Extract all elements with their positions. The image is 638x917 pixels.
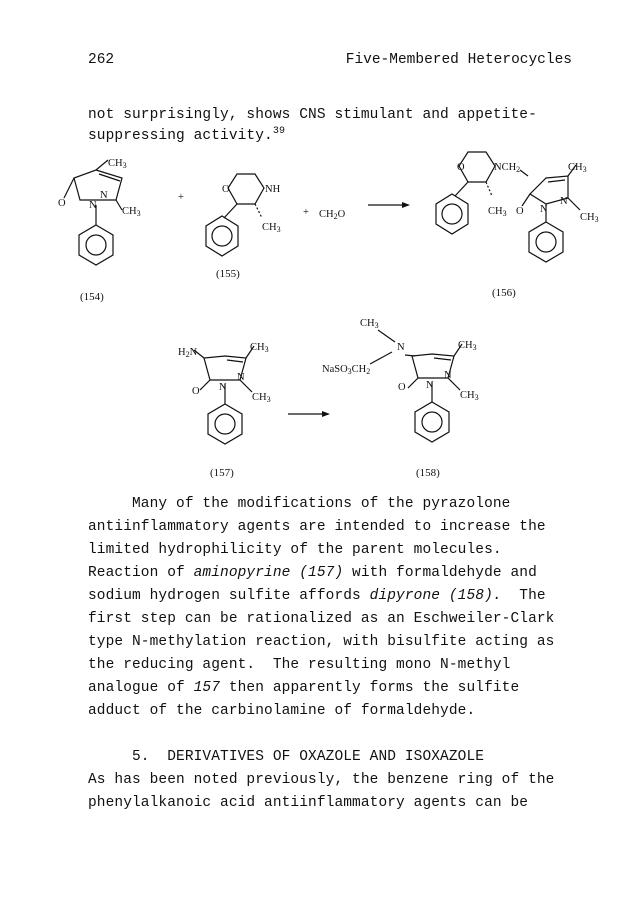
structure-156 — [436, 152, 599, 299]
svg-text:CH3: CH3 — [488, 206, 507, 218]
svg-text:O: O — [398, 382, 406, 393]
svg-text:N: N — [444, 370, 452, 381]
reaction-arrow-2 — [288, 411, 330, 417]
svg-text:O: O — [192, 386, 200, 397]
svg-text:CH3: CH3 — [252, 392, 271, 404]
section-line-2: phenylalkanoic acid antiinflammatory agents can be — [88, 795, 529, 811]
structure-157 — [178, 342, 271, 479]
para1-line-5: sodium hydrogen sulfite affords dipyrone (158). The — [88, 588, 546, 604]
para1-line-1: Many of the modifications of the pyrazolone — [88, 496, 511, 512]
svg-text:N: N — [426, 380, 434, 391]
svg-text:N: N — [219, 382, 227, 393]
structure-154 — [58, 158, 141, 303]
svg-text:NCH2: NCH2 — [494, 162, 521, 174]
svg-text:CH3: CH3 — [262, 222, 281, 234]
svg-text:H2N: H2N — [178, 347, 198, 359]
para1-line-7: type N-methylation reaction, with bisulfite acting as — [88, 634, 555, 650]
formaldehyde: CH2O — [319, 209, 346, 221]
section-line-1: As has been noted previously, the benzene ring of the — [88, 772, 555, 788]
svg-text:CH3: CH3 — [108, 158, 127, 170]
svg-text:CH3: CH3 — [460, 390, 479, 402]
citation-superscript: 39 — [272, 126, 286, 137]
svg-text:O: O — [516, 206, 524, 217]
svg-text:CH3: CH3 — [580, 212, 599, 224]
para1-line-6: first step can be rationalized as an Eschweiler-Clark — [88, 611, 555, 627]
plus-sign-1: + — [178, 192, 184, 203]
para1-line-10: adduct of the carbinolamine of formaldehyde. — [88, 703, 476, 719]
para1-line-4: Reaction of aminopyrine (157) with formaldehyde and — [88, 565, 537, 581]
para1-line-8: the reducing agent. The resulting mono N-methyl — [88, 657, 511, 673]
svg-text:CH3: CH3 — [250, 342, 269, 354]
page-number: 262 — [88, 52, 115, 68]
label-156: (156) — [492, 287, 516, 299]
svg-text:NH: NH — [265, 184, 281, 195]
label-158: (158) — [416, 467, 440, 479]
svg-text:NaSO3CH2: NaSO3CH2 — [322, 364, 371, 376]
svg-text:CH3: CH3 — [568, 162, 587, 174]
label-157: (157) — [210, 467, 234, 479]
plus-sign-2: + — [303, 207, 309, 218]
label-155: (155) — [216, 268, 240, 280]
svg-text:CH3: CH3 — [360, 318, 379, 330]
svg-text:CH3: CH3 — [458, 340, 477, 352]
svg-text:N: N — [237, 372, 245, 383]
structure-155 — [206, 174, 281, 280]
svg-text:N: N — [560, 196, 568, 207]
intro-line-2: suppressing activity.$^{39}$ — [88, 126, 286, 144]
para1-line-3: limited hydrophilicity of the parent molecules. — [88, 542, 502, 558]
structure-158 — [322, 318, 479, 479]
svg-text:N: N — [100, 190, 108, 201]
svg-text:O: O — [457, 162, 465, 173]
para1-line-2: antiinflammatory agents are intended to increase the — [88, 519, 546, 535]
label-154: (154) — [80, 291, 104, 303]
svg-text:N: N — [397, 342, 405, 353]
running-head: Five-Membered Heterocycles — [345, 52, 572, 68]
intro-line-1: not surprisingly, shows CNS stimulant and appetite- — [88, 107, 537, 123]
reaction-arrow-1 — [368, 202, 410, 208]
svg-text:N: N — [89, 200, 97, 211]
svg-text:O: O — [222, 184, 230, 195]
para1-line-9: analogue of 157 then apparently forms the sulfite — [88, 680, 520, 696]
svg-text:O: O — [58, 198, 66, 209]
svg-text:CH3: CH3 — [122, 206, 141, 218]
svg-text:N: N — [540, 204, 548, 215]
section-heading: 5. DERIVATIVES OF OXAZOLE AND ISOXAZOLE — [88, 749, 485, 765]
